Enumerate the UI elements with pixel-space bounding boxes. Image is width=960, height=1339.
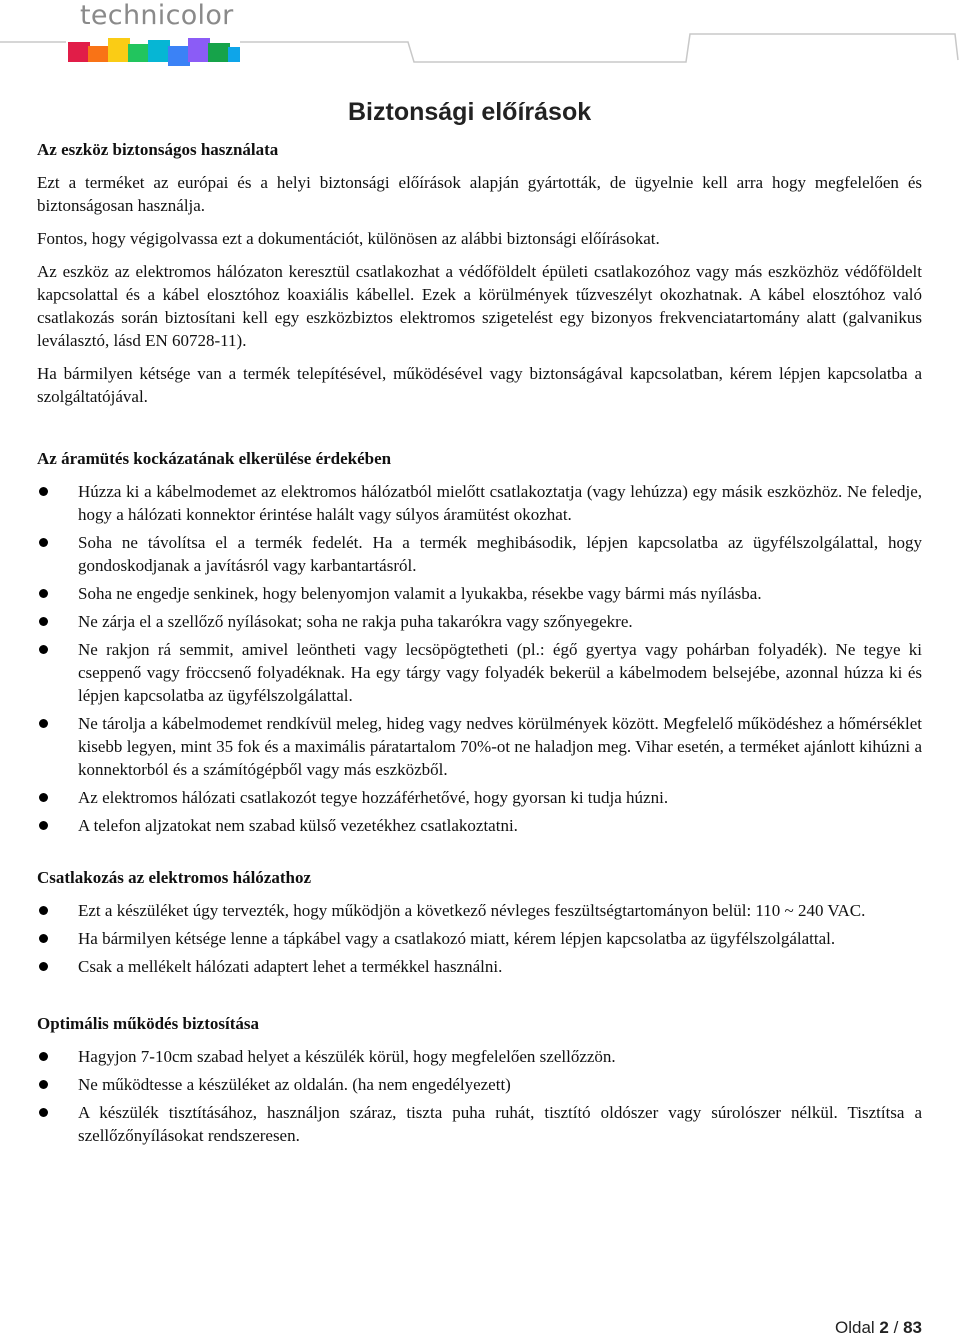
- bullet-icon: [39, 617, 48, 626]
- bullet-list: [37, 480, 922, 837]
- section-heading-electric-shock: Az áramütés kockázatának elkerülése érdekében: [37, 449, 392, 468]
- logo-color-bar: [68, 38, 240, 66]
- page-header: [0, 0, 960, 80]
- page-number: [835, 1318, 922, 1338]
- bullet-icon: [39, 1080, 48, 1089]
- list-item: Hagyjon 7-10cm szabad helyet a készülék körül, hogy megfelelően szellőzzön.: [37, 1045, 922, 1068]
- list-item: Ha bármilyen kétsége lenne a tápkábel vagy a csatlakozó miatt, kérem lépjen kapcsolatba az ügyfélszolgálattal.: [37, 927, 922, 950]
- paragraph: Az eszköz az elektromos hálózaton keresztül csatlakozhat a védőföldelt épületi csatlakozóhoz vagy más eszközhöz védőföldelt kapcsolattal és a kábel elosztóhoz koaxiális kábellel. Ezek a körülmények tűzveszélyt okozhatnak. A kábel elosztóhoz való csatlakozás során biztosítani kell egy eszközbiztos elektromos szigetelést egy bizonyos frekvenciatartomány alatt (galvanikus leválasztó, lásd EN 60728-11).: [37, 262, 922, 350]
- bullet-icon: [39, 793, 48, 802]
- bullet-icon: [39, 962, 48, 971]
- list-item: Ne zárja el a szellőző nyílásokat; soha ne rakja puha takarókra vagy szőnyegekre.: [37, 610, 922, 633]
- bullet-list: [37, 1045, 922, 1147]
- current-page: 2: [879, 1318, 889, 1337]
- list-item: Ezt a készüléket úgy tervezték, hogy működjön a következő névleges feszültségtartományon belül: 110 ~ 240 VAC.: [37, 899, 922, 922]
- list-item: Ne működtesse a készüléket az oldalán. (ha nem engedélyezett): [37, 1073, 922, 1096]
- total-pages: 83: [903, 1318, 922, 1337]
- bullet-icon: [39, 906, 48, 915]
- bullet-icon: [39, 589, 48, 598]
- paragraph: Ezt a terméket az európai és a helyi biztonsági előírások alapján gyártották, de ügyelnie kell arra hogy megfelelően és biztonságosan használja.: [37, 173, 922, 215]
- list-item: Az elektromos hálózati csatlakozót tegye hozzáférhetővé, hogy gyorsan ki tudja húzni.: [37, 786, 922, 809]
- paragraph: Fontos, hogy végigolvassa ezt a dokumentációt, különösen az alábbi biztonsági előírásokat.: [37, 229, 660, 248]
- list-item: Húzza ki a kábelmodemet az elektromos hálózatból mielőtt csatlakoztatja (vagy lehúzza) egy másik eszközhöz. Ne feledje, hogy a hálózati konnektor érintése halált vagy súlyos áramütést okozhat.: [37, 480, 922, 526]
- paragraph: Ha bármilyen kétsége van a termék telepítésével, működésével vagy biztonságával kapcsolatban, kérem lépjen kapcsolatba a szolgáltatójával.: [37, 364, 922, 406]
- list-item: Csak a mellékelt hálózati adaptert lehet a termékkel használni.: [37, 955, 922, 978]
- bullet-icon: [39, 487, 48, 496]
- bullet-icon: [39, 538, 48, 547]
- list-item: A telefon aljzatokat nem szabad külső vezetékhez csatlakoztatni.: [37, 814, 922, 837]
- list-item: Ne rakjon rá semmit, amivel leöntheti vagy lecsöpögtetheti (pl.: égő gyertya vagy pohárban folyadék). Ne tegye ki cseppenő vagy fröccsenő folyadéknak. Ha egy tárgy vagy folyadék bekerül a kábelmodem belsejébe, azonnal húzza ki és lépjen kapcsolatba az ügyfélszolgálattal.: [37, 638, 922, 707]
- bullet-icon: [39, 645, 48, 654]
- bullet-icon: [39, 1052, 48, 1061]
- bullet-list: [37, 899, 922, 978]
- page-separator: /: [893, 1318, 899, 1337]
- bullet-icon: [39, 719, 48, 728]
- list-item: A készülék tisztításához, használjon száraz, tiszta puha ruhát, tisztító oldószer vagy súrolószer nélkül. Tisztítsa a szellőzőnyílásokat rendszeresen.: [37, 1101, 922, 1147]
- section-heading-optimal-operation: Optimális működés biztosítása: [37, 1014, 259, 1033]
- document-body: [37, 138, 922, 1152]
- section-heading-power-connection: Csatlakozás az elektromos hálózathoz: [37, 868, 312, 887]
- company-logo-text: technicolor: [80, 0, 234, 31]
- bullet-icon: [39, 1108, 48, 1117]
- section-heading-safe-use: Az eszköz biztonságos használata: [37, 140, 279, 159]
- bullet-icon: [39, 934, 48, 943]
- bullet-icon: [39, 821, 48, 830]
- page-title: Biztonsági előírások: [348, 98, 592, 126]
- list-item: Ne tárolja a kábelmodemet rendkívül meleg, hideg vagy nedves körülmények között. Megfelelő működéshez a hőmérséklet kisebb legyen, mint 35 fok és a maximális páratartalom 70%-ot ne haladjon meg. Vihar esetén, a terméket ajánlott kihúzni a konnektorból és a számítógépből vagy más eszközből.: [37, 712, 922, 781]
- page-label: Oldal: [834, 1318, 875, 1337]
- list-item: Soha ne távolítsa el a termék fedelét. Ha a termék meghibásodik, lépjen kapcsolatba az ügyfélszolgálattal, hogy gondoskodjanak a javításról vagy karbantartásról.: [37, 531, 922, 577]
- list-item: Soha ne engedje senkinek, hogy belenyomjon valamit a lyukakba, résekbe vagy bármi más nyílásba.: [37, 582, 922, 605]
